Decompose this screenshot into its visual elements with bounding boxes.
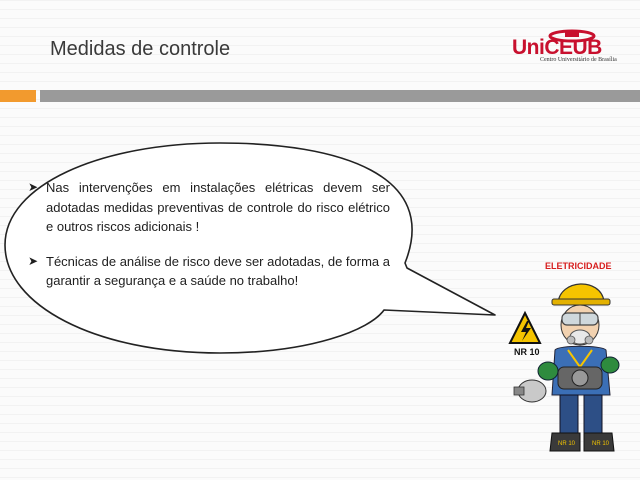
bullet-item: [26, 252, 390, 291]
boot-label-left: NR 10: [558, 441, 576, 447]
arrow-bullet-icon: ➤: [28, 180, 39, 194]
eletricidade-label: ELETRICIDADE: [545, 261, 612, 271]
boot-label-right: NR 10: [592, 441, 610, 447]
glove-icon: [538, 362, 558, 380]
nr10-sign-label: NR 10: [514, 347, 540, 357]
bullet-text: Técnicas de análise de risco deve ser adotadas, de forma a garantir a segurança e a saúde no trabalho!: [46, 253, 390, 288]
bullet-text: Nas intervenções em instalações elétricas devem ser adotadas medidas preventivas de controle do risco elétrico e outros riscos adicionais !: [46, 180, 390, 234]
electrician-illustration: [500, 255, 635, 465]
slide-title: Medidas de controle: [50, 38, 231, 60]
logo-wordmark: UniCEUB: [512, 36, 602, 59]
bullet-item: [26, 178, 390, 237]
bubble-text: [26, 178, 390, 306]
arrow-bullet-icon: ➤: [28, 253, 39, 268]
logo-subtitle: Centro Universitário de Brasília: [540, 57, 617, 63]
